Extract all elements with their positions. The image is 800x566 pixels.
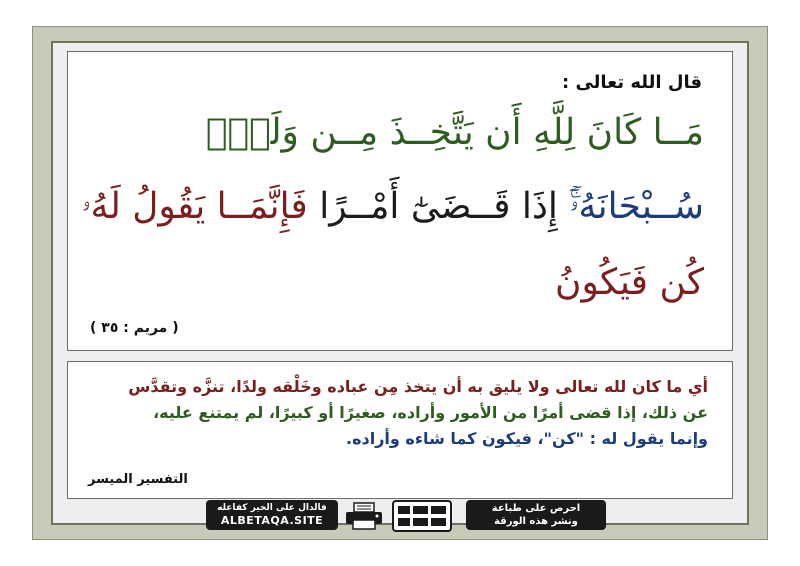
verse-reference: ( مريم : ٣٥ ) [90,320,179,336]
site-badge [206,500,338,530]
print-badge-line-2: ونشر هذه الورقة [494,516,578,527]
printer-icon [344,502,384,530]
outer-frame [32,26,768,540]
tafsir-line-2: عن ذلك، إذا قضى أمرًا من الأمور وأراده، صغيرًا أو كبيرًا، لم يمتنع عليه، [153,403,708,422]
tafsir-source: التفسير الميسر [88,472,188,487]
print-badge-line-1: احرص على طباعة [491,503,581,514]
tafsir-text [88,374,708,452]
site-badge-url: ALBETAQA.SITE [220,514,324,527]
verse-intro: قال الله تعالى : [561,72,702,93]
verse-line-3: كُن فَيَكُونُ [555,262,704,303]
inner-frame [51,41,749,525]
footer [206,500,606,540]
verse-panel [67,51,733,351]
site-badge-slogan: فالدال على الخير كفاعله [217,503,327,513]
verse-line-2-part-red: فَإِنَّمَــا يَقُولُ لَهُۥ [81,186,308,227]
verse-line-1: مَــا كَانَ لِلَّهِ أَن يَتَّخِــذَ مِــن وَلَدٍۖ [205,112,704,153]
tafsir-panel [67,361,733,499]
tafsir-line-3: وإنما يقول له : "كن"، فيكون كما شاءه وأراده. [346,429,708,448]
print-badge [466,500,606,530]
verse-line-2 [81,182,704,232]
dawa-card-logo [392,500,452,532]
tafsir-line-1: أي ما كان لله تعالى ولا يليق به أن يتخذ مِن عباده وخَلْقه ولدًا، تنزَّه وتقدَّس [128,377,708,396]
verse-line-2-part-blue: سُــبْحَانَهُۥٓۚ [569,186,704,227]
verse-line-2-part-dark: إِذَا قَــضَىٰٓ أَمْــرًا [307,186,570,227]
